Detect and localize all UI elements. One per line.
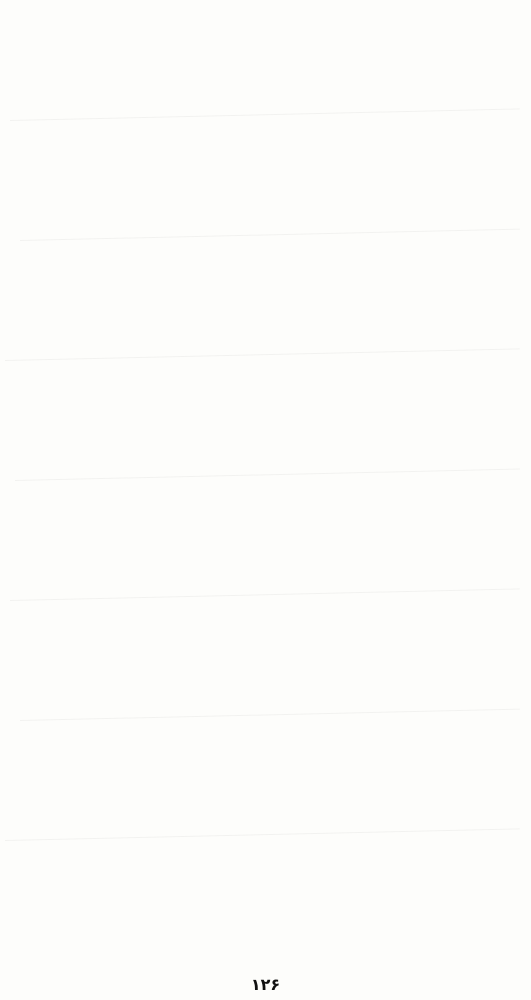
text-line-8: [6, 460, 526, 531]
text-line-1: [6, 24, 526, 95]
text-line-4: [6, 212, 526, 283]
text-line-12: [6, 708, 526, 779]
text-line-6: [6, 336, 526, 407]
text-line-5: [6, 274, 526, 345]
text-line-10: [6, 584, 526, 655]
text-line-13: [6, 770, 526, 841]
text-line-3: [6, 150, 526, 221]
text-line-2: [6, 88, 526, 159]
text-line-15: [6, 894, 526, 965]
text-line-11: [6, 646, 526, 717]
text-line-7: [6, 398, 526, 469]
text-line-14: [6, 832, 526, 903]
text-line-9: [6, 522, 526, 593]
handwritten-text-block: [6, 6, 525, 956]
page-number: ١٢۶: [250, 975, 281, 994]
